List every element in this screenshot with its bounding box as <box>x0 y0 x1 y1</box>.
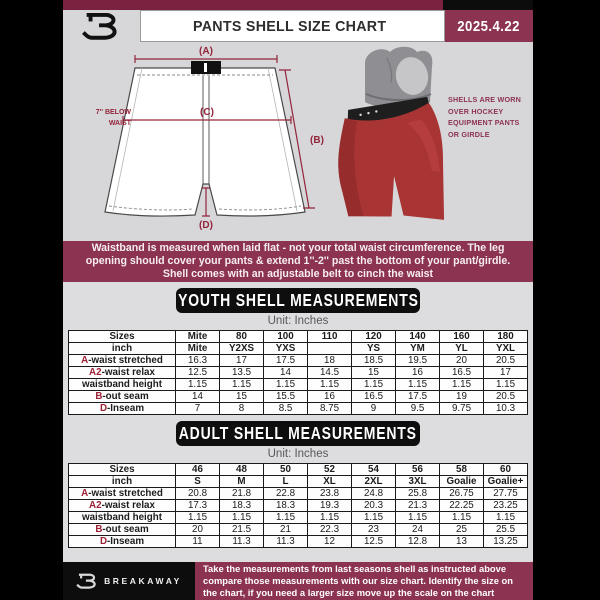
value-cell: 17.3 <box>176 500 220 512</box>
value-cell: L <box>264 476 308 488</box>
value-cell: 17 <box>220 355 264 367</box>
value-cell: 19.3 <box>308 500 352 512</box>
value-cell: Goalie <box>440 476 484 488</box>
value-cell: 10.3 <box>484 403 528 415</box>
info-banner <box>63 241 533 282</box>
table-row <box>69 343 528 355</box>
value-cell: 15 <box>352 367 396 379</box>
value-cell: 1.15 <box>352 379 396 391</box>
breakaway-logo-icon <box>75 10 127 42</box>
value-cell: 20.3 <box>352 500 396 512</box>
value-cell: 26.75 <box>440 488 484 500</box>
label-A: (A) <box>199 46 213 57</box>
value-cell: 23 <box>352 524 396 536</box>
value-cell: 1.15 <box>440 512 484 524</box>
measurements-section <box>63 282 533 562</box>
youth-section-heading <box>176 288 420 313</box>
value-cell: 24 <box>396 524 440 536</box>
footer-note: Take the measurements from last seasons shell as instructed above compare those measurements with our size chart. Identify the size on the chart, if you need a larger size move up the scale on the chart <box>195 562 533 600</box>
value-cell: 100 <box>264 331 308 343</box>
value-cell: S <box>176 476 220 488</box>
value-cell <box>308 343 352 355</box>
size-chart-page <box>63 0 533 600</box>
value-cell: 18.5 <box>352 355 396 367</box>
top-accent-bar <box>63 0 533 10</box>
value-cell: 8.75 <box>308 403 352 415</box>
value-cell: 14 <box>264 367 308 379</box>
value-cell: 7 <box>176 403 220 415</box>
value-cell: 1.15 <box>484 512 528 524</box>
page-title <box>140 10 445 42</box>
value-cell: 3XL <box>396 476 440 488</box>
value-cell: 56 <box>396 464 440 476</box>
value-cell: 18.3 <box>220 500 264 512</box>
footer <box>63 562 533 600</box>
value-cell: XL <box>308 476 352 488</box>
value-cell: 17.5 <box>396 391 440 403</box>
value-cell: 9 <box>352 403 396 415</box>
value-cell: 60 <box>484 464 528 476</box>
value-cell: 21.8 <box>220 488 264 500</box>
value-cell: 21 <box>264 524 308 536</box>
table-row <box>69 464 528 476</box>
value-cell: 11 <box>176 536 220 548</box>
row-label: B-out seam <box>69 391 176 403</box>
value-cell: 24.8 <box>352 488 396 500</box>
value-cell: 22.8 <box>264 488 308 500</box>
value-cell: 1.15 <box>264 379 308 391</box>
label-C: (C) <box>200 107 214 118</box>
value-cell: 23.25 <box>484 500 528 512</box>
row-label-prefix: A <box>81 487 89 499</box>
value-cell: 9.5 <box>396 403 440 415</box>
value-cell: 9.75 <box>440 403 484 415</box>
photo-note: SHELLS ARE WORN OVER HOCKEY EQUIPMENT PANTS OR GIRDLE <box>448 95 522 139</box>
top-bar-maroon <box>63 0 443 10</box>
table-row <box>69 536 528 548</box>
table-row <box>69 391 528 403</box>
value-cell: 11.3 <box>220 536 264 548</box>
value-cell: 18 <box>308 355 352 367</box>
adult-unit-label: Unit: Inches <box>267 448 329 460</box>
value-cell: 20.5 <box>484 355 528 367</box>
value-cell: 12 <box>308 536 352 548</box>
info-banner-text: Waistband is measured when laid flat - not your total waist circumference. The leg opening should cover your pants & extend 1''-2'' past the bottom of your pant/girdle. Shell comes with an adjustable belt to cinch the waist <box>85 241 511 281</box>
value-cell: 1.15 <box>396 379 440 391</box>
value-cell: 12.5 <box>176 367 220 379</box>
value-cell: 54 <box>352 464 396 476</box>
value-cell: 58 <box>440 464 484 476</box>
value-cell: 1.15 <box>308 379 352 391</box>
header <box>63 10 533 42</box>
row-label-prefix: D <box>99 535 108 547</box>
table-row <box>69 331 528 343</box>
table-row <box>69 367 528 379</box>
value-cell: YM <box>396 343 440 355</box>
row-label: D-Inseam <box>69 403 176 415</box>
value-cell: YL <box>440 343 484 355</box>
row-label: A2-waist relax <box>69 367 176 379</box>
table-row <box>69 488 528 500</box>
value-cell: 120 <box>352 331 396 343</box>
footer-brand <box>63 562 195 600</box>
value-cell: 110 <box>308 331 352 343</box>
page-title-text: PANTS SHELL SIZE CHART <box>193 17 387 35</box>
row-label-prefix: B <box>95 390 103 402</box>
top-bar-black <box>443 0 533 10</box>
value-cell: 1.15 <box>396 512 440 524</box>
value-cell: 12.8 <box>396 536 440 548</box>
row-label: waistband height <box>69 512 176 524</box>
table-row <box>69 379 528 391</box>
value-cell: 1.15 <box>220 512 264 524</box>
table-row <box>69 355 528 367</box>
value-cell: 16 <box>308 391 352 403</box>
value-cell: 8 <box>220 403 264 415</box>
value-cell: 12.5 <box>352 536 396 548</box>
row-label: waistband height <box>69 379 176 391</box>
value-cell: 1.15 <box>352 512 396 524</box>
value-cell: YXS <box>264 343 308 355</box>
date-text: 2025.4.22 <box>457 17 521 35</box>
brand-name: BREAKAWAY <box>104 576 182 586</box>
value-cell: 46 <box>176 464 220 476</box>
value-cell: 1.15 <box>220 379 264 391</box>
value-cell: 17 <box>484 367 528 379</box>
value-cell: 1.15 <box>440 379 484 391</box>
shell-photo-drawing <box>335 44 460 247</box>
value-cell: 27.75 <box>484 488 528 500</box>
value-cell: 11.3 <box>264 536 308 548</box>
adult-section-heading <box>176 421 420 446</box>
table-row <box>69 403 528 415</box>
breakaway-logo-icon <box>76 572 98 590</box>
value-cell: 20 <box>176 524 220 536</box>
shorts-measurement-drawing <box>79 44 329 240</box>
adult-size-table <box>68 463 528 548</box>
value-cell: 21.5 <box>220 524 264 536</box>
waist-note: 7'' BELOW WAIST <box>95 109 131 127</box>
row-label-prefix: A2 <box>89 366 102 378</box>
value-cell: Y2XS <box>220 343 264 355</box>
value-cell: YS <box>352 343 396 355</box>
value-cell: 160 <box>440 331 484 343</box>
value-cell: 25.5 <box>484 524 528 536</box>
shell-photo <box>335 44 460 252</box>
row-label-prefix: B <box>95 523 103 535</box>
row-label: B-out seam <box>69 524 176 536</box>
value-cell: 13 <box>440 536 484 548</box>
value-cell: 25.8 <box>396 488 440 500</box>
value-cell: 1.15 <box>264 512 308 524</box>
value-cell: YXL <box>484 343 528 355</box>
value-cell: 19.5 <box>396 355 440 367</box>
value-cell: 50 <box>264 464 308 476</box>
value-cell: 15.5 <box>264 391 308 403</box>
label-D: (D) <box>199 220 213 231</box>
youth-size-table <box>68 330 528 415</box>
table-row <box>69 476 528 488</box>
value-cell: Mite <box>176 343 220 355</box>
value-cell: 20.5 <box>484 391 528 403</box>
youth-heading-text: YOUTH SHELL MEASUREMENTS <box>177 290 419 310</box>
row-label-prefix: D <box>99 402 108 414</box>
table-row <box>69 524 528 536</box>
row-label-prefix: A <box>81 354 89 366</box>
row-label: inch <box>69 476 176 488</box>
value-cell: 52 <box>308 464 352 476</box>
date-badge <box>445 10 533 42</box>
value-cell: 14.5 <box>308 367 352 379</box>
row-label-prefix: A2 <box>89 499 102 511</box>
row-label: Sizes <box>69 464 176 476</box>
value-cell: 22.3 <box>308 524 352 536</box>
value-cell: 17.5 <box>264 355 308 367</box>
value-cell: Goalie+ <box>484 476 528 488</box>
value-cell: 16.5 <box>440 367 484 379</box>
value-cell: 1.15 <box>484 379 528 391</box>
value-cell: 80 <box>220 331 264 343</box>
row-label: A-waist stretched <box>69 355 176 367</box>
value-cell: 2XL <box>352 476 396 488</box>
value-cell: M <box>220 476 264 488</box>
label-B: (B) <box>310 135 324 146</box>
value-cell: 16 <box>396 367 440 379</box>
adult-heading-text: ADULT SHELL MEASUREMENTS <box>178 423 418 443</box>
value-cell: 15 <box>220 391 264 403</box>
value-cell: 1.15 <box>308 512 352 524</box>
value-cell: 14 <box>176 391 220 403</box>
row-label: D-Inseam <box>69 536 176 548</box>
value-cell: 18.3 <box>264 500 308 512</box>
value-cell: 13.5 <box>220 367 264 379</box>
value-cell: 22.25 <box>440 500 484 512</box>
value-cell: 19 <box>440 391 484 403</box>
row-label: inch <box>69 343 176 355</box>
table-row <box>69 500 528 512</box>
value-cell: 1.15 <box>176 512 220 524</box>
value-cell: 13.25 <box>484 536 528 548</box>
value-cell: 16.3 <box>176 355 220 367</box>
value-cell: 20 <box>440 355 484 367</box>
value-cell: 48 <box>220 464 264 476</box>
value-cell: 25 <box>440 524 484 536</box>
value-cell: Mite <box>176 331 220 343</box>
measurement-diagram <box>63 42 533 241</box>
youth-unit-label: Unit: Inches <box>267 315 329 327</box>
value-cell: 16.5 <box>352 391 396 403</box>
value-cell: 8.5 <box>264 403 308 415</box>
row-label: A2-waist relax <box>69 500 176 512</box>
value-cell: 1.15 <box>176 379 220 391</box>
value-cell: 180 <box>484 331 528 343</box>
value-cell: 23.8 <box>308 488 352 500</box>
value-cell: 140 <box>396 331 440 343</box>
value-cell: 20.8 <box>176 488 220 500</box>
row-label: A-waist stretched <box>69 488 176 500</box>
row-label: Sizes <box>69 331 176 343</box>
value-cell: 21.3 <box>396 500 440 512</box>
table-row <box>69 512 528 524</box>
